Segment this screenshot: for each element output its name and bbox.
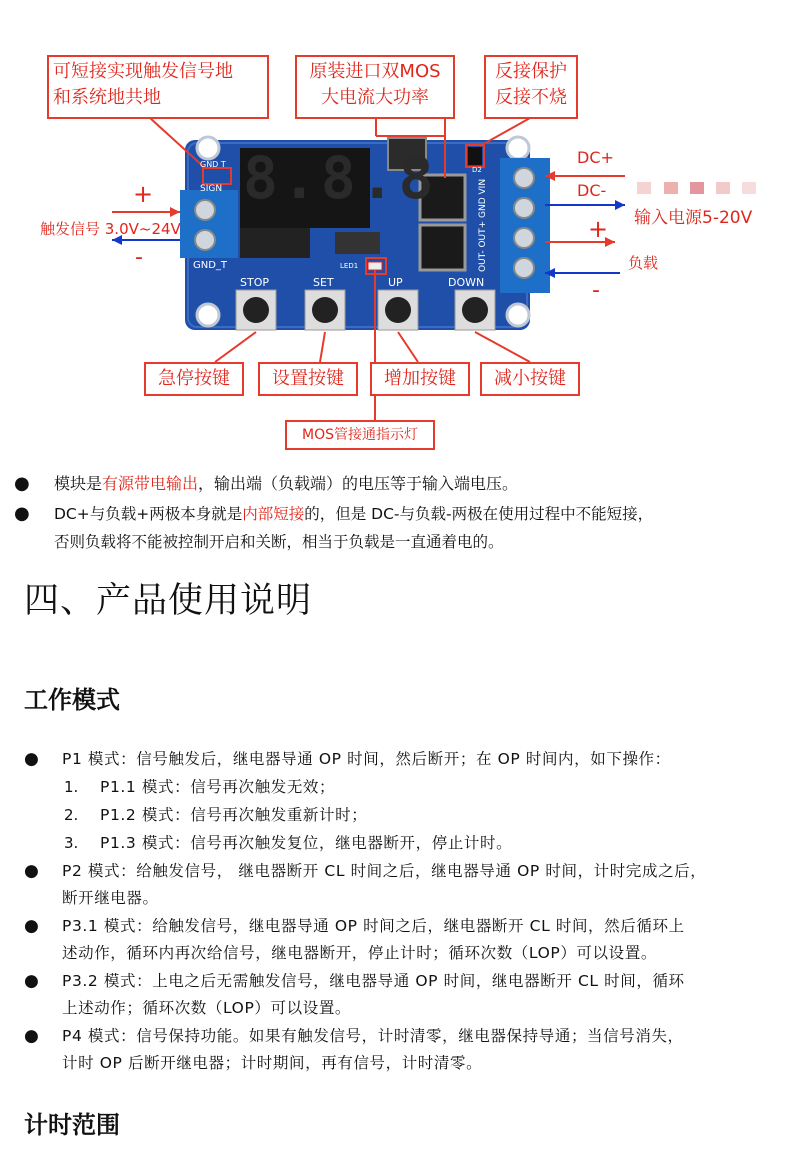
right-plus: + (588, 215, 609, 243)
trigger-label: 触发信号 3.0V~24V (40, 220, 181, 238)
d2-label: D2 (472, 166, 482, 174)
load-label: 负载 (628, 254, 659, 272)
bullet-icon: ● (24, 861, 39, 881)
bullet-icon: ● (14, 473, 30, 494)
callout-mos-led: MOS管接通指示灯 (285, 420, 435, 450)
led-label: LED1 (340, 262, 359, 270)
left-minus: - (135, 245, 143, 270)
stop-label: STOP (240, 276, 269, 289)
gnd-t-label: GND_T (193, 260, 228, 271)
section-title: 四、产品使用说明 (24, 581, 313, 621)
left-plus: + (133, 180, 154, 208)
terminal-label: OUT- OUT+ GND VIN (478, 178, 488, 272)
dc-minus-label: DC- (577, 181, 607, 200)
blurred-watermark (637, 182, 756, 194)
callout-reverse: 反接保护 反接不烧 (484, 55, 578, 119)
dc-plus-label: DC+ (577, 148, 614, 167)
bullet-icon: ● (24, 916, 39, 936)
gnd-t-top-label: GND T (200, 160, 226, 169)
right-minus: - (592, 278, 600, 303)
callout-mos: 原装进口双MOS 大电流大功率 (295, 55, 455, 119)
bullet-icon: ● (24, 749, 39, 769)
mos-2 (420, 225, 465, 270)
callout-down-button: 减小按键 (480, 362, 580, 396)
display-digits: 8.8.8 (243, 144, 438, 212)
bullet-icon: ● (24, 1026, 39, 1046)
callout-set-button: 设置按键 (258, 362, 358, 396)
work-mode-title: 工作模式 (24, 686, 120, 714)
callout-ground-share: 可短接实现触发信号地 和系统地共地 (47, 55, 269, 119)
input-power-label: 输入电源5-20V (634, 208, 753, 228)
callout-stop-button: 急停按键 (144, 362, 244, 396)
up-label: UP (388, 276, 403, 289)
signal-label: SIGN (200, 184, 223, 194)
timing-title: 计时范围 (24, 1111, 120, 1139)
set-label: SET (313, 276, 334, 289)
callout-up-button: 增加按键 (370, 362, 470, 396)
bullet-icon: ● (24, 971, 39, 991)
down-label: DOWN (448, 276, 485, 289)
bullet-icon: ● (14, 503, 30, 524)
product-diagram (0, 0, 790, 460)
